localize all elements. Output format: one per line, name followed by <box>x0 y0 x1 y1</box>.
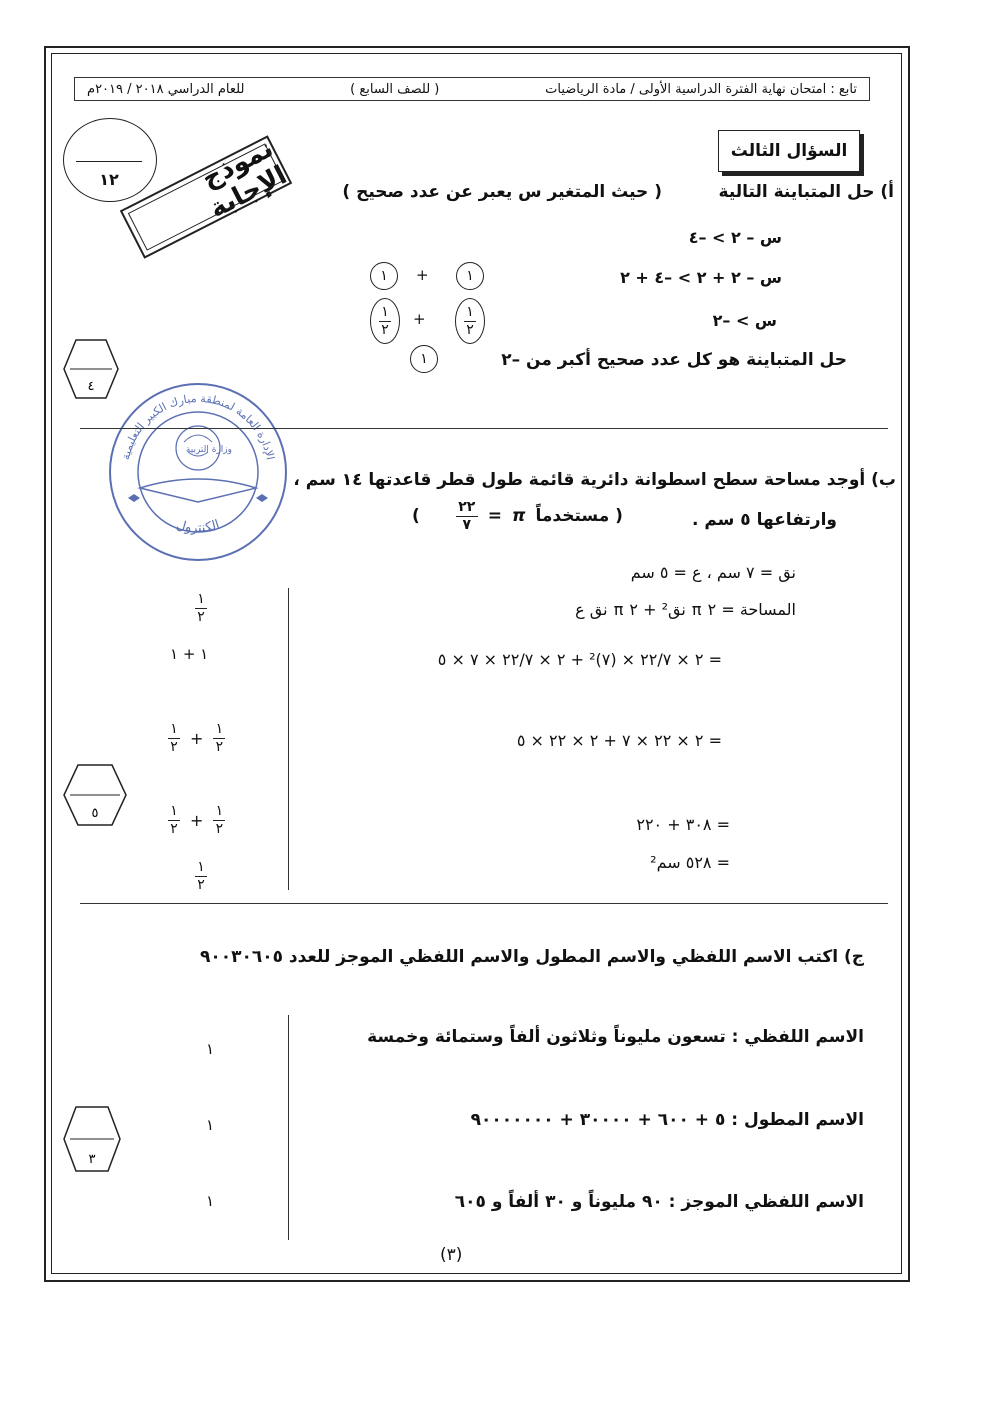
part-b-step4: = ٥٢٨ سم² <box>650 853 730 872</box>
part-b-step2: = ٢ × ٢٢ × ٧ + ٢ × ٢٢ × ٥ <box>516 731 722 750</box>
equals-sign: = <box>487 506 503 527</box>
marks-column-divider <box>288 1015 289 1240</box>
header-year: للعام الدراسي ٢٠١٨ / ٢٠١٩م <box>87 81 245 97</box>
part-a-score-hexagon <box>62 338 120 400</box>
section-divider <box>80 903 888 904</box>
mark-plus: + <box>190 728 204 748</box>
mark-half <box>195 856 207 892</box>
twenty-two-sevenths <box>456 500 478 532</box>
part-c-verbal: الاسم اللفظي : تسعون مليوناً وثلاثون ألفاً وستمائة وخمسة <box>367 1027 864 1047</box>
exam-header <box>74 77 870 101</box>
half-mark-circle <box>455 298 485 344</box>
mark-plus: + <box>413 310 426 328</box>
half-fraction <box>379 305 391 337</box>
hint-suffix: ) <box>412 506 420 527</box>
half-denominator: ٢ <box>197 876 205 893</box>
frac-denominator: ٧ <box>462 516 472 533</box>
pi-symbol: π <box>512 506 526 527</box>
control-seal <box>104 378 292 566</box>
question-title-box <box>718 130 860 172</box>
part-c-mark: ١ <box>206 1192 215 1210</box>
half-numerator: ١ <box>170 721 178 737</box>
hint-prefix: ( مستخدماً <box>535 506 623 527</box>
half-denominator: ٢ <box>466 321 474 338</box>
half-denominator: ٢ <box>170 820 178 837</box>
part-c-label: ج) <box>843 947 864 967</box>
mark-one-plus-one: ١ + ١ <box>170 645 209 663</box>
part-a-line3: س > –٢ <box>712 311 777 330</box>
part-a-prompt: حل المتباينة التالية <box>718 182 875 202</box>
part-b-formula: المساحة = ٢ π نق² + ٢ π نق ع <box>575 600 796 619</box>
half-denominator: ٢ <box>215 820 224 837</box>
seal-top-text: الإدارة العامة لمنطقة مبارك الكبير التعليمية <box>119 391 277 462</box>
part-b-step3: = ٣٠٨ + ٢٢٠ <box>636 815 730 834</box>
marks-column-divider <box>288 588 289 890</box>
half-mark-circle <box>370 298 400 344</box>
part-c-mark: ١ <box>206 1116 215 1134</box>
mark-value: ١ <box>466 268 474 284</box>
mark-plus: + <box>190 810 204 830</box>
part-a-line2: س – ٢ + ٢ > –٤ + ٢ <box>620 268 782 287</box>
part-b-label: ب) <box>871 470 896 490</box>
half-denominator: ٢ <box>215 738 224 755</box>
seal-bottom-text: الكنترول <box>174 517 222 536</box>
part-b-step1: = ٢ × ٢٢/٧ × (٧)² + ٢ × ٢٢/٧ × ٧ × ٥ <box>437 650 722 669</box>
part-b-prompt: أوجد مساحة سطح اسطوانة دائرية قائمة طول قطر قاعدتها ١٤ سم ، <box>293 470 866 490</box>
half-numerator: ١ <box>381 303 389 320</box>
part-c-question <box>200 947 864 967</box>
half-numerator: ١ <box>215 803 224 819</box>
mark-half <box>195 588 207 624</box>
model-answer-text: نموذج الإجابة <box>197 133 292 225</box>
page-number: (٣) <box>440 1245 463 1265</box>
section-divider <box>80 428 888 429</box>
part-b-hint <box>412 500 623 532</box>
half-numerator: ١ <box>197 859 205 875</box>
half-numerator: ١ <box>170 803 178 819</box>
half-denominator: ٢ <box>197 608 205 625</box>
part-a-question <box>719 182 894 202</box>
half-denominator: ٢ <box>381 321 389 338</box>
mark-circle <box>370 262 398 290</box>
part-c-prompt: اكتب الاسم اللفظي والاسم المطول والاسم اللفظي الموجز للعدد ٩٠٠٣٠٦٠٥ <box>199 947 839 967</box>
part-b-question <box>293 470 896 490</box>
part-b-score-hexagon <box>62 763 128 827</box>
total-score: ١٢ <box>99 170 119 189</box>
part-c-mark: ١ <box>206 1040 215 1058</box>
part-a-answer: حل المتباينة هو كل عدد صحيح أكبر من –٢ <box>501 350 847 370</box>
header-subject: تابع : امتحان نهاية الفترة الدراسية الأولى / مادة الرياضيات <box>545 81 857 97</box>
seal-inner-text: وزارة التربية <box>185 445 232 455</box>
mark-half-plus-half <box>168 722 225 754</box>
part-a-line1: س – ٢ > –٤ <box>688 228 782 247</box>
part-a-score: ٤ <box>87 379 95 394</box>
svg-text:الكنترول <box>175 518 222 536</box>
part-c-expanded: الاسم المطول : ٥ + ٦٠٠ + ٣٠٠٠٠ + ٩٠٠٠٠٠٠٠ <box>470 1110 864 1130</box>
half-fraction <box>464 305 476 337</box>
mark-circle <box>410 345 438 373</box>
mark-value: ١ <box>380 268 388 284</box>
mark-half-plus-half <box>168 804 225 836</box>
part-b-score: ٥ <box>91 806 99 821</box>
half-numerator: ١ <box>215 721 224 737</box>
half-numerator: ١ <box>466 303 474 320</box>
part-b-question-line2: وارتفاعها ٥ سم . <box>691 510 837 530</box>
frac-numerator: ٢٢ <box>458 499 476 515</box>
score-divider <box>76 161 142 162</box>
mark-circle <box>456 262 484 290</box>
half-denominator: ٢ <box>170 738 178 755</box>
part-a-label: أ) <box>880 182 894 202</box>
half-numerator: ١ <box>197 591 205 607</box>
question-title: السؤال الثالث <box>730 141 848 161</box>
mark-value: ١ <box>420 351 428 367</box>
part-b-given: نق = ٧ سم ، ع = ٥ سم <box>630 563 796 582</box>
part-a-condition: ( حيث المتغير س يعبر عن عدد صحيح ) <box>342 182 662 202</box>
total-score-ellipse <box>63 118 157 202</box>
part-c-short: الاسم اللفظي الموجز : ٩٠ مليوناً و ٣٠ ألفاً و ٦٠٥ <box>454 1192 864 1212</box>
header-grade: ( للصف السابع ) <box>350 81 440 97</box>
part-c-score: ٣ <box>88 1152 96 1167</box>
part-c-score-hexagon <box>62 1105 122 1173</box>
mark-plus: + <box>416 266 429 284</box>
